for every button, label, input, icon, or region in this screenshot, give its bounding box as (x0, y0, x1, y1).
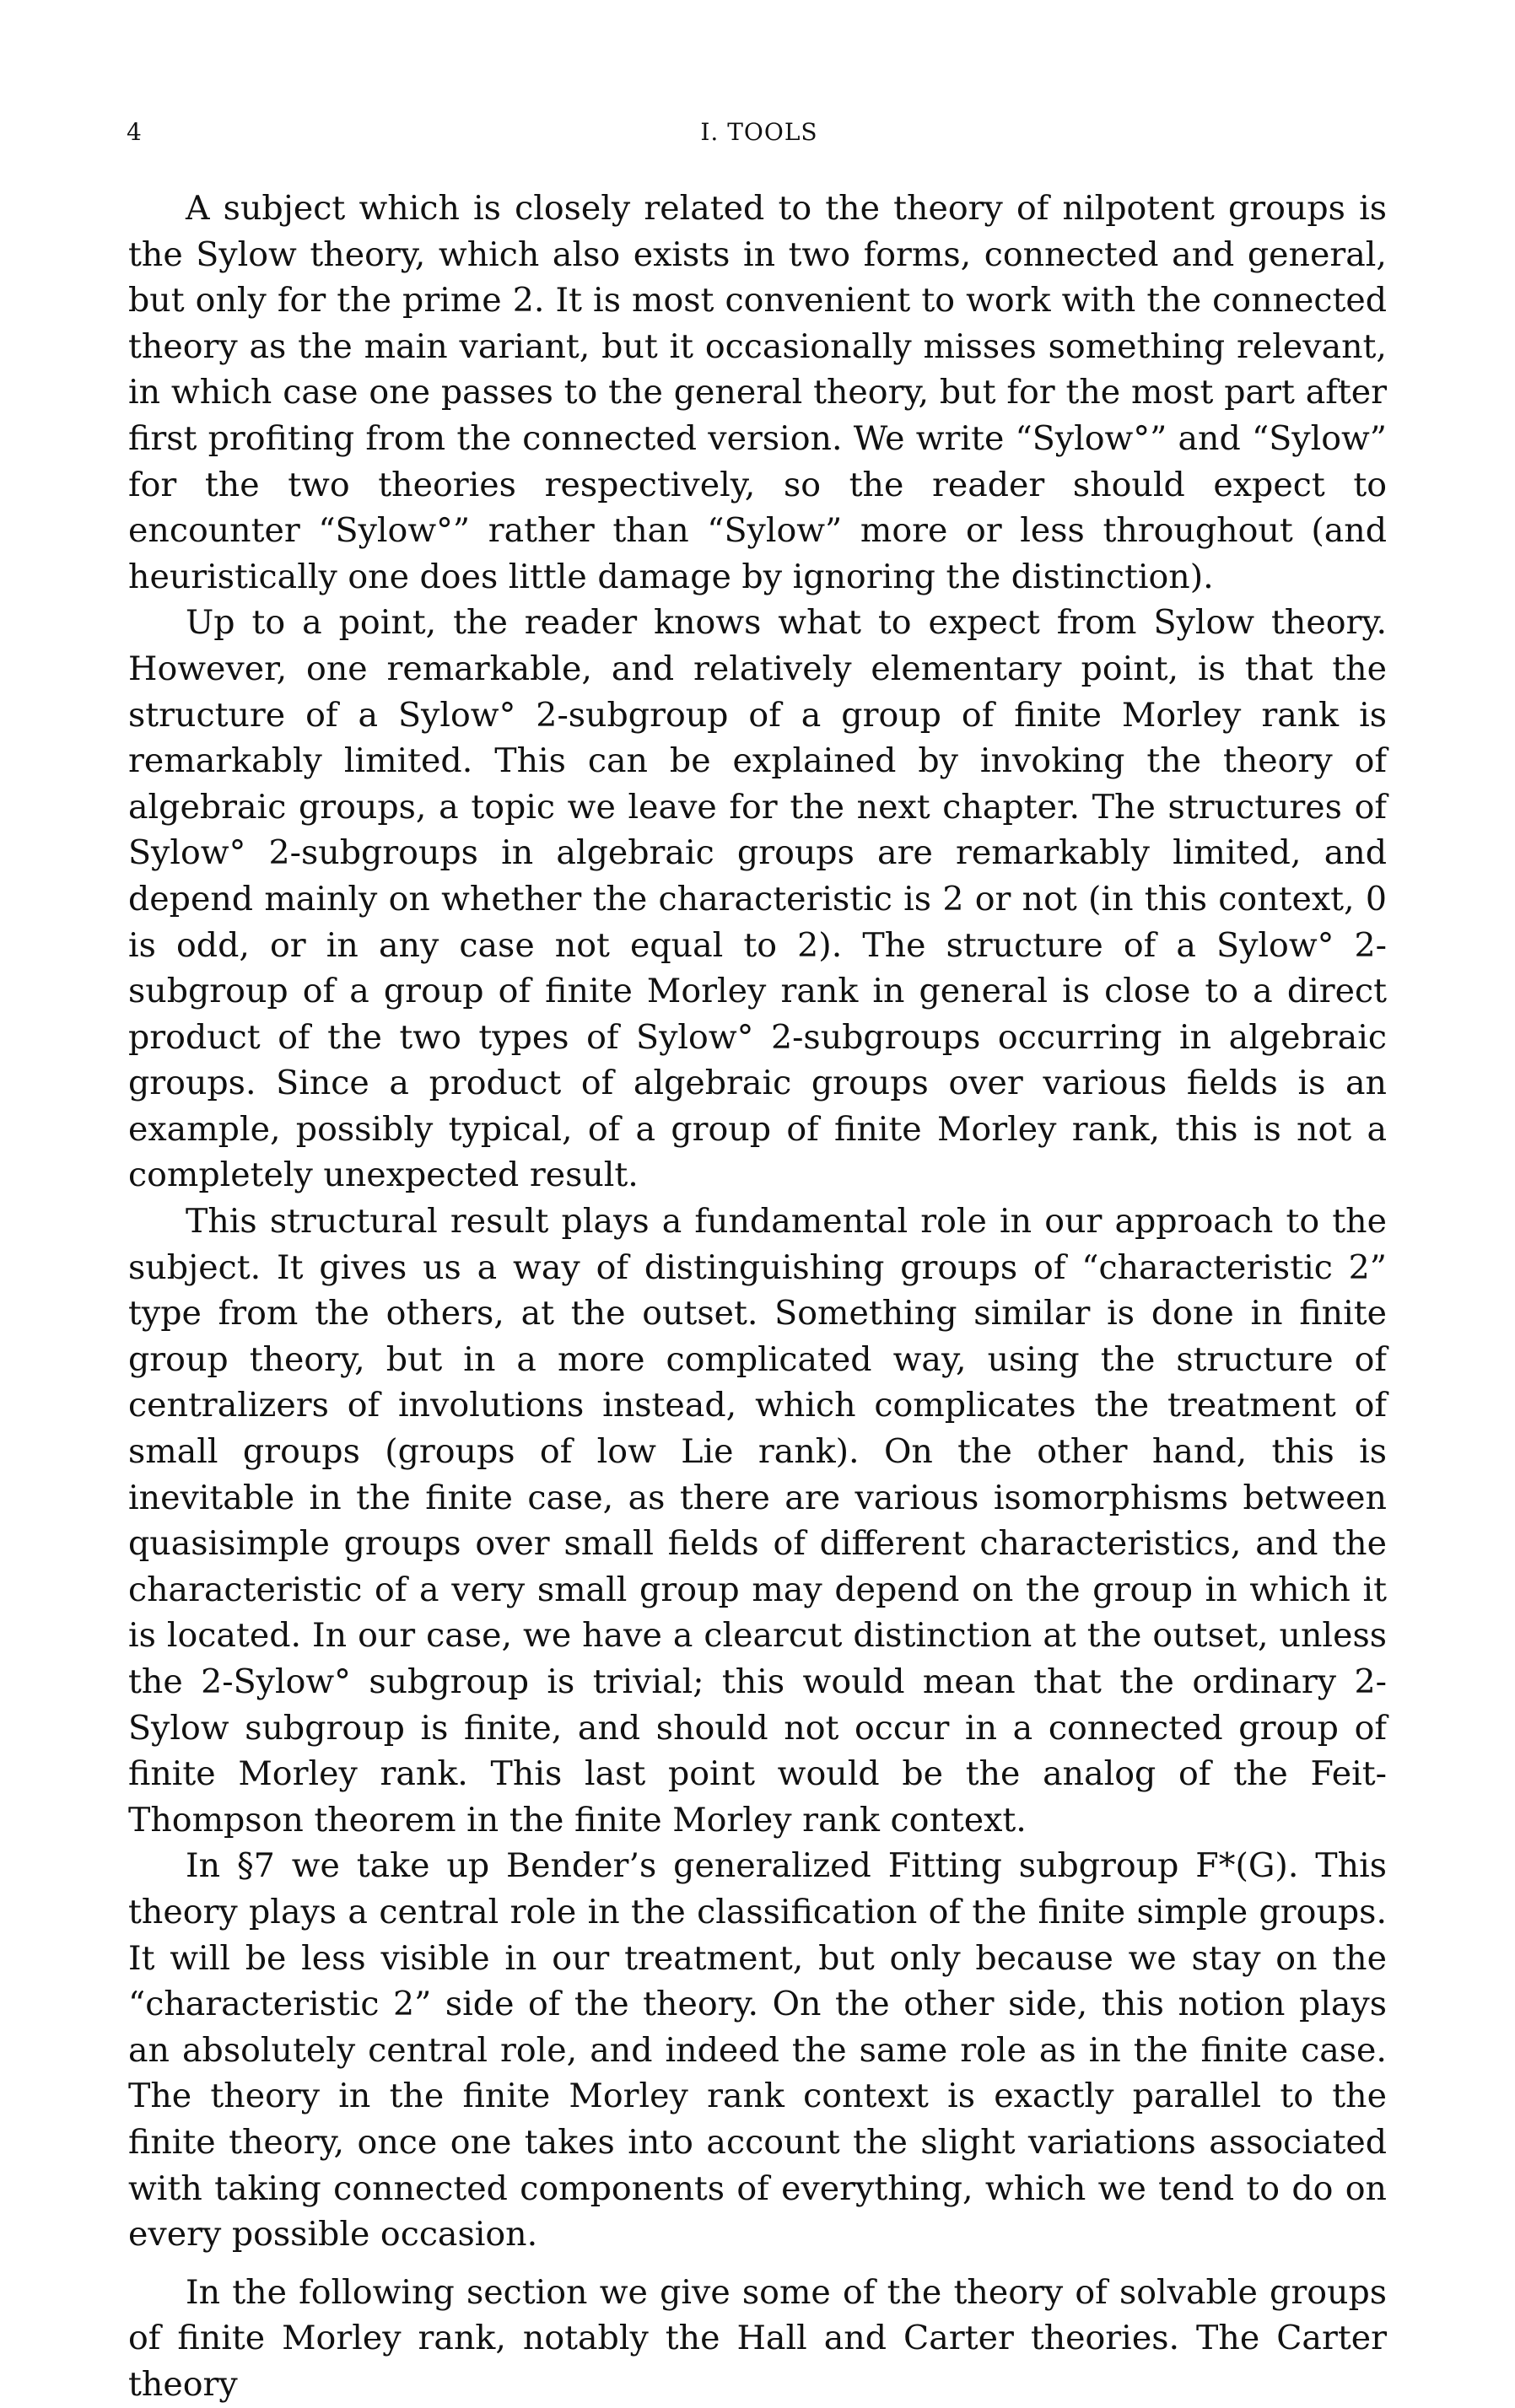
paragraph-characteristic-2: This structural result plays a fundamental role in our approach to the subject. It gives us a way of distinguishing groups of “characteristic 2” type from the others, at the outset. Something similar is done in finite group theory, but in a more complicated way, using the structure of centralizers of involutions instead, which complicates the treatment of small groups (groups of low Lie rank). On the other hand, this is inevitable in the finite case, as there are various isomorphisms between quasisimple groups over small fields of different characteristics, and the characteristic of a very small group may depend on the group in which it is located. In our case, we have a clearcut distinction at the outset, unless the 2-Sylow° subgroup is trivial; this would mean that the ordinary 2-Sylow subgroup is finite, and should not occur in a connected group of finite Morley rank. This last point would be the analog of the Feit-Thompson theorem in the finite Morley rank context. (128, 1202, 1387, 1840)
paragraph-solvable-groups: In the following section we give some of the theory of solvable groups of finite Morley rank, notably the Hall and Carter theories. The Carter theory (128, 2272, 1387, 2404)
paragraph-sylow-structure: Up to a point, the reader knows what to expect from Sylow theory. However, one remarkable, and relatively elementary point, is that the structure of a Sylow° 2-subgroup of a group of finite Morley rank is remarkably limited. This can be explained by invoking the theory of algebraic groups, a topic we leave for the next chapter. The structures of Sylow° 2-subgroups in algebraic groups are remarkably limited, and depend mainly on whether the characteristic is 2 or not (in this context, 0 is odd, or in any case not equal to 2). The structure of a Sylow° 2-subgroup of a group of finite Morley rank in general is close to a direct product of the two types of Sylow° 2-subgroups occurring in algebraic groups. Since a product of algebraic groups over various fields is an example, possibly typical, of a group of finite Morley rank, this is not a completely unexpected result. (128, 603, 1387, 1195)
paragraph-sylow-theory: A subject which is closely related to the theory of nilpotent groups is the Sylow theory, which also exists in two forms, connected and general, but only for the prime 2. It is most convenient to work with the connected theory as the main variant, but it occasionally misses something relevant, in which case one passes to the general theory, but for the most part after first profiting from the connected version. We write “Sylow°” and “Sylow” for the two theories respectively, so the reader should expect to encounter “Sylow°” rather than “Sylow” more or less throughout (and heuristically one does little damage by ignoring the distinction). (128, 189, 1387, 596)
body-text (128, 186, 1387, 2408)
page-number: 4 (127, 118, 142, 146)
running-title: I. TOOLS (700, 118, 818, 146)
running-head (127, 118, 1392, 160)
paragraph-fitting-subgroup: In §7 we take up Bender’s generalized Fitting subgroup F*(G). This theory plays a central role in the classification of the finite simple groups. It will be less visible in our treatment, but only because we stay on the “characteristic 2” side of the theory. On the other side, this notion plays an absolutely central role, and indeed the same role as in the finite case. The theory in the finite Morley rank context is exactly parallel to the finite theory, once one takes into account the slight variations associated with taking connected components of everything, which we tend to do on every possible occasion. (128, 1846, 1387, 2254)
